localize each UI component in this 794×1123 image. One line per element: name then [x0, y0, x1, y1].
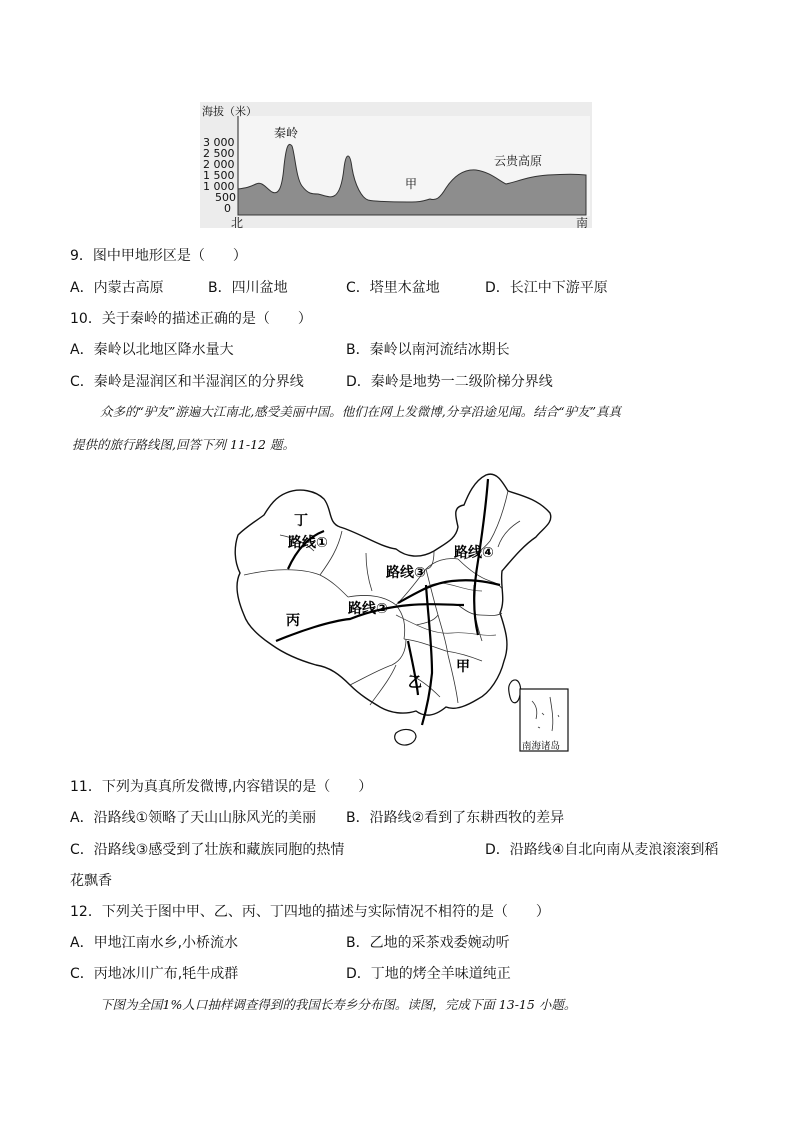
china-route-map — [220, 465, 572, 757]
intro-2: 下图为全国1%人口抽样调查得到的我国长寿乡分布图。读图，完成下面 13-15 小题。 — [100, 997, 577, 1012]
profile-tick-3000: 3 000 — [203, 136, 235, 149]
route-2-label: 路线② — [348, 601, 388, 617]
profile-y-label: 海拔（米） — [202, 105, 257, 118]
q9-stem: 9．图中甲地形区是（ ） — [70, 248, 247, 264]
profile-tick-1000: 1 000 — [203, 180, 235, 193]
south-sea-inset — [520, 689, 568, 752]
route-1-label: 路线① — [288, 535, 328, 551]
route-4-label: 路线④ — [454, 545, 494, 561]
profile-tick-2500: 2 500 — [203, 147, 235, 160]
profile-label-yungui: 云贵高原 — [494, 154, 543, 168]
q12-option-a[interactable]: A．甲地江南水乡,小桥流水 — [70, 935, 239, 951]
q9-option-c[interactable]: C．塔里木盆地 — [346, 280, 440, 296]
profile-label-south: 南 — [576, 216, 589, 228]
q11-option-c[interactable]: C．沿路线③感受到了壮族和藏族同胞的热情 — [70, 842, 345, 858]
q9-option-d[interactable]: D．长江中下游平原 — [485, 280, 608, 296]
profile-label-qinling: 秦岭 — [274, 126, 299, 140]
profile-tick-1500: 1 500 — [203, 169, 235, 182]
q12-option-c[interactable]: C．丙地冰川广布,牦牛成群 — [70, 966, 239, 982]
place-jia-label: 甲 — [456, 659, 470, 675]
inset-label: 南海诸岛 — [522, 741, 561, 752]
q9-option-a[interactable]: A．内蒙古高原 — [70, 280, 164, 296]
terrain-profile-figure — [200, 102, 592, 228]
q11-option-d-continued: 花飘香 — [70, 873, 112, 889]
profile-tick-2000: 2 000 — [203, 158, 235, 171]
q10-stem: 10．关于秦岭的描述正确的是（ ） — [70, 311, 312, 327]
q11-option-d[interactable]: D．沿路线④自北向南从麦浪滚滚到稻 — [485, 842, 719, 858]
q11-option-b[interactable]: B．沿路线②看到了东耕西牧的差异 — [346, 810, 565, 826]
q12-option-b[interactable]: B．乙地的采茶戏委婉动听 — [346, 935, 510, 951]
q12-option-d[interactable]: D．丁地的烤全羊味道纯正 — [346, 966, 511, 982]
q11-option-a[interactable]: A．沿路线①领略了天山山脉风光的美丽 — [70, 810, 317, 826]
profile-tick-500: 500 — [215, 191, 236, 204]
q10-option-b[interactable]: B．秦岭以南河流结冰期长 — [346, 342, 510, 358]
intro-1-line-2: 提供的旅行路线图,回答下列 11-12 题。 — [72, 437, 295, 452]
place-ding-label: 丁 — [294, 513, 308, 529]
q11-stem: 11．下列为真真所发微博,内容错误的是（ ） — [70, 779, 373, 795]
profile-label-jia: 甲 — [405, 177, 418, 191]
route-3-label: 路线③ — [386, 565, 426, 581]
q10-option-a[interactable]: A．秦岭以北地区降水量大 — [70, 342, 234, 358]
profile-label-north: 北 — [231, 216, 244, 228]
q9-option-b[interactable]: B．四川盆地 — [208, 280, 288, 296]
profile-tick-0: 0 — [224, 202, 231, 215]
place-yi-label: 乙 — [408, 675, 422, 691]
q10-option-d[interactable]: D．秦岭是地势一二级阶梯分界线 — [346, 374, 553, 390]
q12-stem: 12．下列关于图中甲、乙、丙、丁四地的描述与实际情况不相符的是（ ） — [70, 904, 550, 920]
place-bing-label: 丙 — [286, 613, 300, 629]
q10-option-c[interactable]: C．秦岭是湿润区和半湿润区的分界线 — [70, 374, 304, 390]
intro-1-line-1: 众多的“驴友”游遍大江南北,感受美丽中国。他们在网上发微博,分享沿途见闻。结合“驴友”真真 — [100, 404, 622, 419]
